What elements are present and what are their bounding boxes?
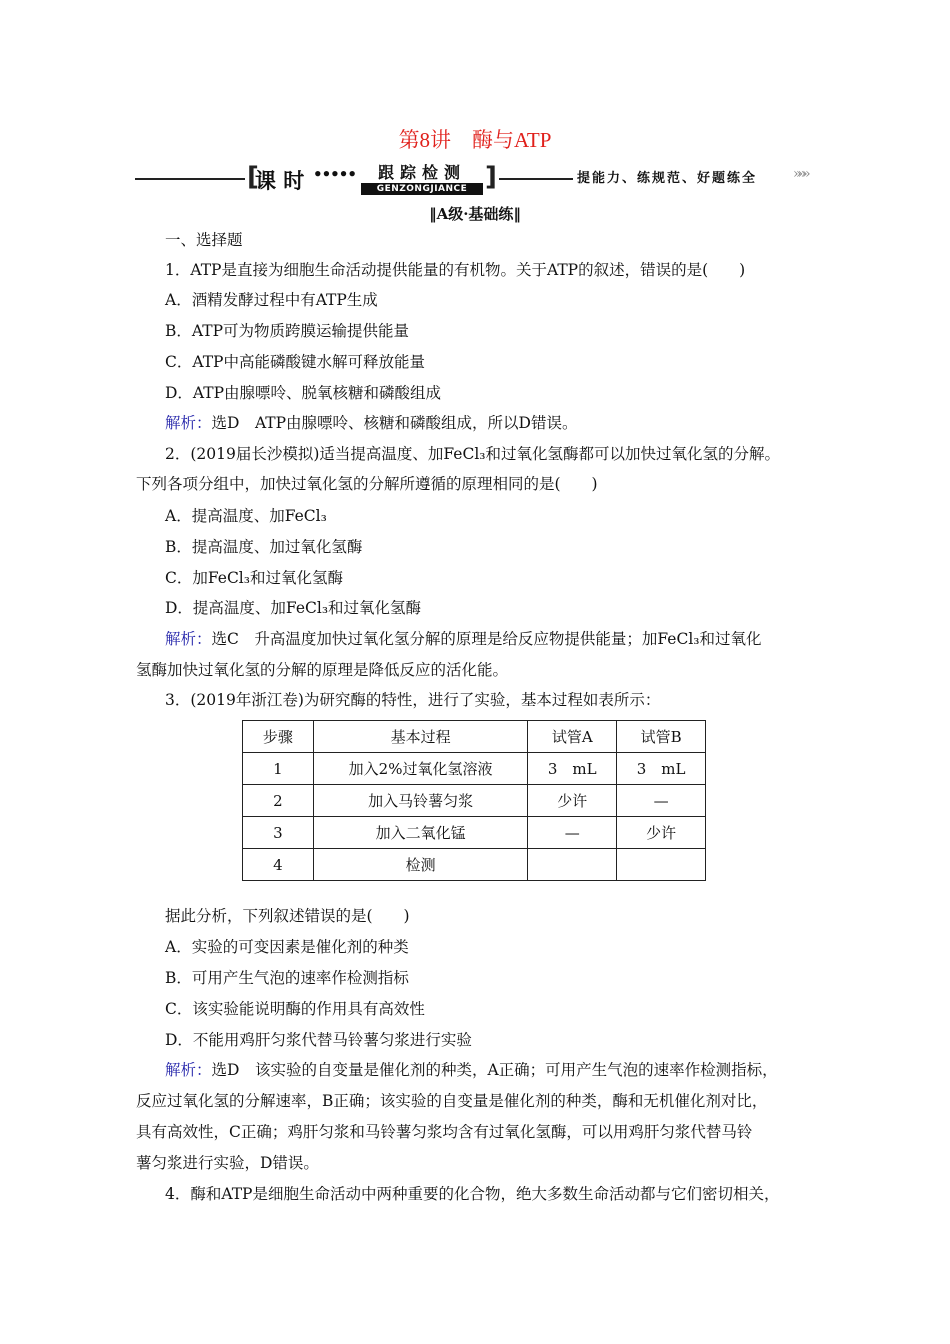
- banner-genzong: [361, 160, 483, 195]
- table-cell: 加入2%过氧化氢溶液: [313, 753, 527, 785]
- table-cell: 少许: [617, 817, 706, 849]
- q1-answer: [165, 413, 578, 433]
- q3-stem: 3．(2019年浙江卷)为研究酶的特性，进行了实验，基本过程如表所示：: [165, 691, 661, 709]
- banner-slogan: 提能力、练规范、好题练全: [577, 171, 758, 186]
- q2-answer-line1: [165, 629, 762, 649]
- banner-line-right: [499, 178, 573, 180]
- q3-option-b: B．可用产生气泡的速率作检测指标: [165, 969, 409, 987]
- banner-keshi: 课 时: [255, 168, 305, 193]
- table-cell: —: [617, 785, 706, 817]
- table-cell: —: [528, 817, 617, 849]
- banner-genzong-en: GENZONGJIANCE: [361, 183, 483, 195]
- chevron-icon: »»»: [793, 166, 807, 182]
- table-cell: 加入二氧化锰: [313, 817, 527, 849]
- table-row: [243, 849, 706, 881]
- q1-option-a: A．酒精发酵过程中有ATP生成: [165, 291, 378, 309]
- table-row: [243, 817, 706, 849]
- q2-answer-line2: 氢酶加快过氧化氢的分解的原理是降低反应的活化能。: [136, 661, 509, 679]
- table-cell: 3: [243, 817, 314, 849]
- q2-stem-line1: 2．(2019届长沙模拟)适当提高温度、加FeCl₃和过氧化氢酶都可以加快过氧化氢的分解。: [165, 445, 781, 463]
- q3-answer-line2: 反应过氧化氢的分解速率，B正确；该实验的自变量是催化剂的种类，酶和无机催化剂对比，: [136, 1092, 768, 1110]
- table-cell: 少许: [528, 785, 617, 817]
- table-cell: 3 mL: [617, 753, 706, 785]
- q3-question: 据此分析，下列叙述错误的是( ): [165, 907, 410, 925]
- q2-option-a: A．提高温度、加FeCl₃: [165, 507, 327, 525]
- answer-label: 解析：: [165, 1061, 212, 1079]
- table-cell: 3 mL: [528, 753, 617, 785]
- banner-genzong-cn: 跟踪检测: [377, 163, 466, 182]
- page-title: 第8讲 酶与ATP: [398, 128, 552, 152]
- table-row: [243, 753, 706, 785]
- level-label: ‖A级·基础练‖: [429, 205, 521, 223]
- table-cell: 检测: [313, 849, 527, 881]
- q4-stem-line1: 4．酶和ATP是细胞生命活动中两种重要的化合物，绝大多数生命活动都与它们密切相关，: [165, 1185, 780, 1203]
- q3-answer-line4: 薯匀浆进行实验，D错误。: [136, 1154, 319, 1172]
- q1-answer-text: 选D ATP由腺嘌呤、核糖和磷酸组成，所以D错误。: [211, 414, 578, 432]
- table-cell: 加入马铃薯匀浆: [313, 785, 527, 817]
- table-cell: 2: [243, 785, 314, 817]
- table-cell: [617, 849, 706, 881]
- table-cell: [528, 849, 617, 881]
- section-heading: 一、选择题: [165, 231, 243, 249]
- section-banner: [135, 160, 825, 196]
- answer-label: 解析：: [165, 414, 212, 432]
- q3-answer-line1: [165, 1060, 778, 1080]
- q3-option-c: C．该实验能说明酶的作用具有高效性: [165, 1000, 425, 1018]
- q1-option-d: D．ATP由腺嘌呤、脱氧核糖和磷酸组成: [165, 384, 442, 402]
- q3-answer-line3: 具有高效性，C正确；鸡肝匀浆和马铃薯匀浆均含有过氧化氢酶，可以用鸡肝匀浆代替马铃: [136, 1123, 753, 1141]
- experiment-table: [242, 720, 706, 881]
- table-header: 试管A: [528, 721, 617, 753]
- q3-option-a: A．实验的可变因素是催化剂的种类: [165, 938, 409, 956]
- q2-option-b: B．提高温度、加过氧化氢酶: [165, 538, 363, 556]
- banner-line-left: [135, 178, 245, 180]
- q1-option-b: B．ATP可为物质跨膜运输提供能量: [165, 322, 410, 340]
- table-cell: 4: [243, 849, 314, 881]
- table-header: 步骤: [243, 721, 314, 753]
- table-cell: 1: [243, 753, 314, 785]
- table-header: 试管B: [617, 721, 706, 753]
- q3-answer-text: 选D 该实验的自变量是催化剂的种类，A正确；可用产生气泡的速率作检测指标，: [211, 1061, 778, 1079]
- q1-option-c: C．ATP中高能磷酸键水解可释放能量: [165, 353, 425, 371]
- banner-right-bracket: ]: [485, 162, 497, 192]
- q2-option-d: D．提高温度、加FeCl₃和过氧化氢酶: [165, 599, 422, 617]
- banner-left-bracket: [: [247, 162, 259, 192]
- table-row: [243, 785, 706, 817]
- q1-stem: 1．ATP是直接为细胞生命活动提供能量的有机物。关于ATP的叙述，错误的是( ): [165, 261, 746, 279]
- answer-label: 解析：: [165, 630, 212, 648]
- q2-stem-line2: 下列各项分组中，加快过氧化氢的分解所遵循的原理相同的是( ): [136, 475, 598, 493]
- q3-option-d: D．不能用鸡肝匀浆代替马铃薯匀浆进行实验: [165, 1031, 472, 1049]
- table-header-row: [243, 721, 706, 753]
- table-header: 基本过程: [313, 721, 527, 753]
- banner-dots: •••••: [313, 165, 356, 183]
- q2-option-c: C．加FeCl₃和过氧化氢酶: [165, 569, 343, 587]
- q2-answer-text: 选C 升高温度加快过氧化氢分解的原理是给反应物提供能量；加FeCl₃和过氧化: [211, 630, 762, 648]
